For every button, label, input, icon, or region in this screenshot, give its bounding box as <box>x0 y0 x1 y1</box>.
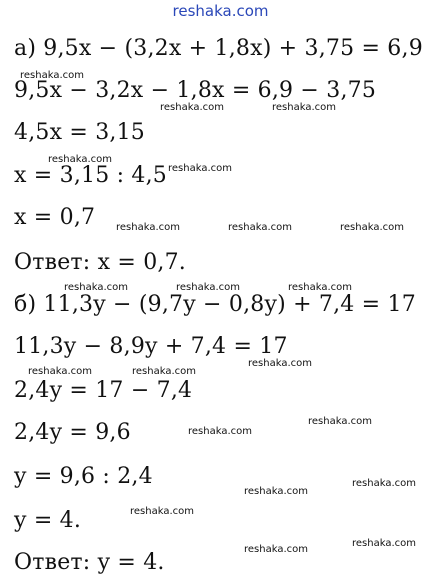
solution-line-a-equation: а) 9,5x − (3,2x + 1,8x) + 3,75 = 6,9 <box>14 36 423 61</box>
watermark: reshaka.com <box>28 366 92 377</box>
solution-line-b-answer: Ответ: y = 4. <box>14 550 165 575</box>
watermark: reshaka.com <box>352 478 416 489</box>
watermark: reshaka.com <box>340 222 404 233</box>
solution-line-a-step3: x = 3,15 : 4,5 <box>14 163 167 188</box>
watermark: reshaka.com <box>288 282 352 293</box>
solution-line-a-answer: Ответ: x = 0,7. <box>14 250 186 275</box>
watermark: reshaka.com <box>272 102 336 113</box>
watermark: reshaka.com <box>168 163 232 174</box>
watermark: reshaka.com <box>244 544 308 555</box>
watermark: reshaka.com <box>48 154 112 165</box>
watermark: reshaka.com <box>160 102 224 113</box>
solution-line-b-step5: y = 4. <box>14 508 82 533</box>
solution-line-b-step1: 11,3y − 8,9y + 7,4 = 17 <box>14 334 288 359</box>
watermark: reshaka.com <box>228 222 292 233</box>
solution-line-b-step3: 2,4y = 9,6 <box>14 420 131 445</box>
watermark: reshaka.com <box>244 486 308 497</box>
watermark: reshaka.com <box>308 416 372 427</box>
watermark: reshaka.com <box>132 366 196 377</box>
solution-line-a-step4: x = 0,7 <box>14 205 96 230</box>
watermark: reshaka.com <box>248 358 312 369</box>
watermark: reshaka.com <box>116 222 180 233</box>
watermark: reshaka.com <box>130 506 194 517</box>
watermark: reshaka.com <box>176 282 240 293</box>
watermark: reshaka.com <box>20 70 84 81</box>
watermark: reshaka.com <box>64 282 128 293</box>
header-watermark[interactable]: reshaka.com <box>172 2 269 20</box>
solution-line-b-step4: y = 9,6 : 2,4 <box>14 464 153 489</box>
watermark: reshaka.com <box>352 538 416 549</box>
solution-line-a-step2: 4,5x = 3,15 <box>14 120 145 145</box>
solution-line-b-step2: 2,4y = 17 − 7,4 <box>14 378 193 403</box>
solution-line-a-step1: 9,5x − 3,2x − 1,8x = 6,9 − 3,75 <box>14 78 377 103</box>
solution-line-b-equation: б) 11,3y − (9,7y − 0,8y) + 7,4 = 17 <box>14 292 416 317</box>
watermark: reshaka.com <box>188 426 252 437</box>
